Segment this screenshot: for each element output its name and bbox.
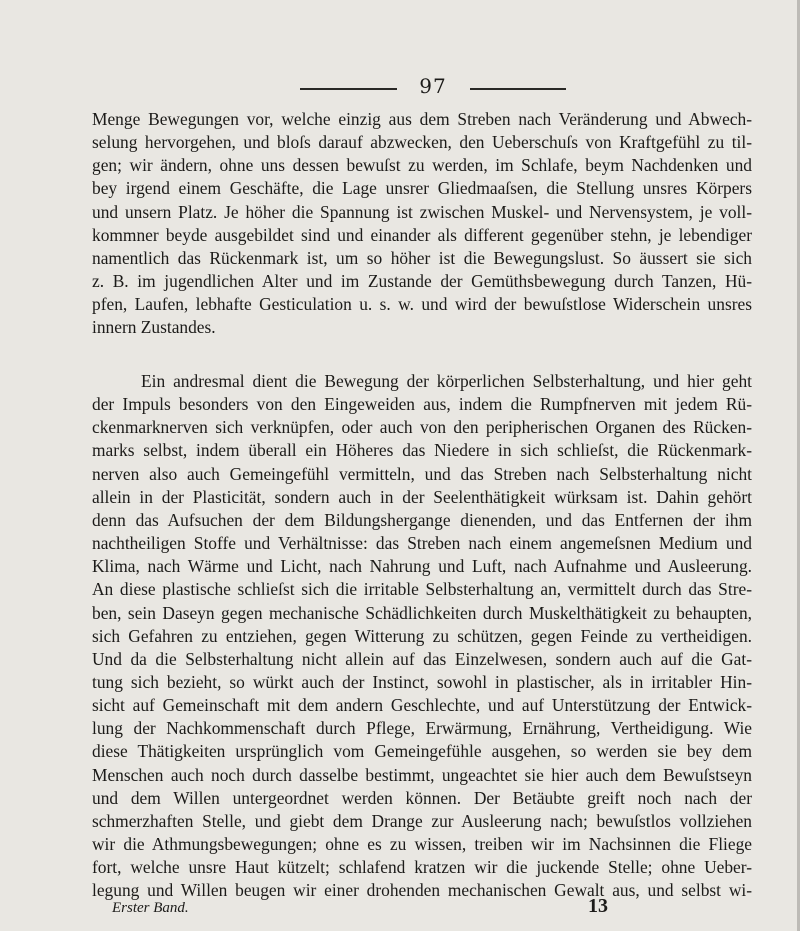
text-line: denn das Aufsuchen der dem Bildungshergange dienenden, und das Entfernen der ihm [92, 509, 752, 530]
text-line: lung der Nachkommenschaft durch Pflege, Erwärmung, Ernährung, Vertheidigung. Wie [92, 718, 752, 739]
text-line: fort, welche unsre Haut kützelt; schlafend kratzen wir die juckende Stelle; ohne Ueber- [92, 857, 752, 878]
text-line: selung hervorgehen, und bloſs darauf abzwecken, den Ueberschuſs von Kraftgefühl zu til- [92, 132, 752, 153]
text-line: ben, sein Daseyn gegen mechanische Schädlichkeiten durch Muskelthätigkeit zu behaupten, [92, 602, 752, 623]
text-line: diese Thätigkeiten ursprünglich vom Gemeingefühle ausgehen, so werden sie bey dem [92, 741, 752, 762]
text-line: innern Zustandes. [92, 317, 216, 338]
text-line: namentlich das Rückenmark ist, um so höher ist die Bewegungslust. So äussert sie sich [92, 247, 752, 268]
text-line: sicht auf Gemeinschaft mit dem andern Geschlechte, und auf Unterstützung der Entwick- [92, 695, 752, 716]
text-line: und dem Willen untergeordnet werden können. Der Betäubte greift noch nach der [92, 787, 752, 808]
text-line: nachtheiligen Stoffe und Verhältnisse: das Streben nach einem angemeſsnen Medium und [92, 533, 752, 554]
text-line: wir die Athmungsbewegungen; ohne es zu wissen, treiben wir im Nachsinnen die Fliege [92, 834, 752, 854]
text-line: kommner beyde ausgebildet sind und einander als different gegenüber stehn, je lebendiger [92, 224, 752, 245]
text-line: sich Gefahren zu entziehen, gegen Witterung zu schützen, gegen Feinde zu vertheidigen. [92, 625, 752, 646]
text-line: ckenmarknerven sich verknüpfen, oder auch von den peripherischen Organen des Rücken- [92, 417, 752, 438]
text-line: bey irgend einem Geschäfte, die Lage unsrer Gliedmaaſsen, die Stellung unsres Körpers [92, 178, 752, 199]
text-line: Klima, nach Wärme und Licht, nach Nahrung und Luft, nach Aufnahme und Ausleerung. [92, 556, 752, 577]
text-line: gen; wir ändern, ohne uns dessen bewuſst zu werden, im Schlafe, beym Nachdenken und [92, 155, 752, 176]
text-line: legung und Willen beugen wir einer drohenden mechanischen Gewalt aus, und selbst wi- [92, 880, 752, 901]
text-line: nerven also auch Gemeingefühl vermitteln, und das Streben nach Selbsterhaltung nicht [92, 463, 752, 484]
header-rule-right [470, 88, 566, 90]
text-line: allein in der Plasticität, sondern auch in der Seelenthätigkeit würksam ist. Dahin gehört [92, 486, 752, 507]
page-number: 97 [419, 74, 447, 98]
text-line: Und da die Selbsterhaltung nicht allein auf das Einzelwesen, sondern auch auf die Gat- [92, 648, 752, 669]
text-line: pfen, Laufen, lebhafte Gesticulation u. s. w. und wird der bewuſstlose Widerschein unsres [92, 294, 752, 315]
text-line: schmerzhaften Stelle, und giebt dem Drange zur Ausleerung nach; bewuſstlos vollziehen [92, 810, 752, 831]
text-line: An diese plastische schlieſst sich die irritable Selbsterhaltung an, vermittelt durch das Stre- [92, 579, 752, 600]
text-line: z. B. im jugendlichen Alter und im Zustande der Gemüthsbewegung durch Tanzen, Hü- [92, 271, 752, 292]
page-header [0, 74, 800, 104]
text-line: marks selbst, indem überall ein Höheres das Niedere in sich schlieſst, die Rückenmark- [92, 440, 752, 461]
text-line: der Impuls besonders von den Eingeweiden aus, indem die Rumpfnerven mit jedem Rü- [92, 394, 752, 415]
signature-number: 13 [588, 895, 608, 917]
signature-mark: Erster Band. [112, 900, 189, 916]
text-line: Ein andresmal dient die Bewegung der körperlichen Selbsterhaltung, und hier geht [141, 371, 752, 391]
text-line: Menge Bewegungen vor, welche einzig aus dem Streben nach Veränderung und Abwech- [92, 109, 752, 129]
text-line: Menschen auch noch durch dasselbe bestimmt, ungeachtet sie hier auch dem Bewuſstseyn [92, 764, 752, 785]
header-rule-left [300, 88, 397, 90]
text-line: tung sich bezieht, so würkt auch der Instinct, sowohl in plastischer, als in irritabler Hin- [92, 671, 752, 692]
text-line: und unsern Platz. Je höher die Spannung ist zwischen Muskel- und Nervensystem, je voll- [92, 201, 752, 222]
